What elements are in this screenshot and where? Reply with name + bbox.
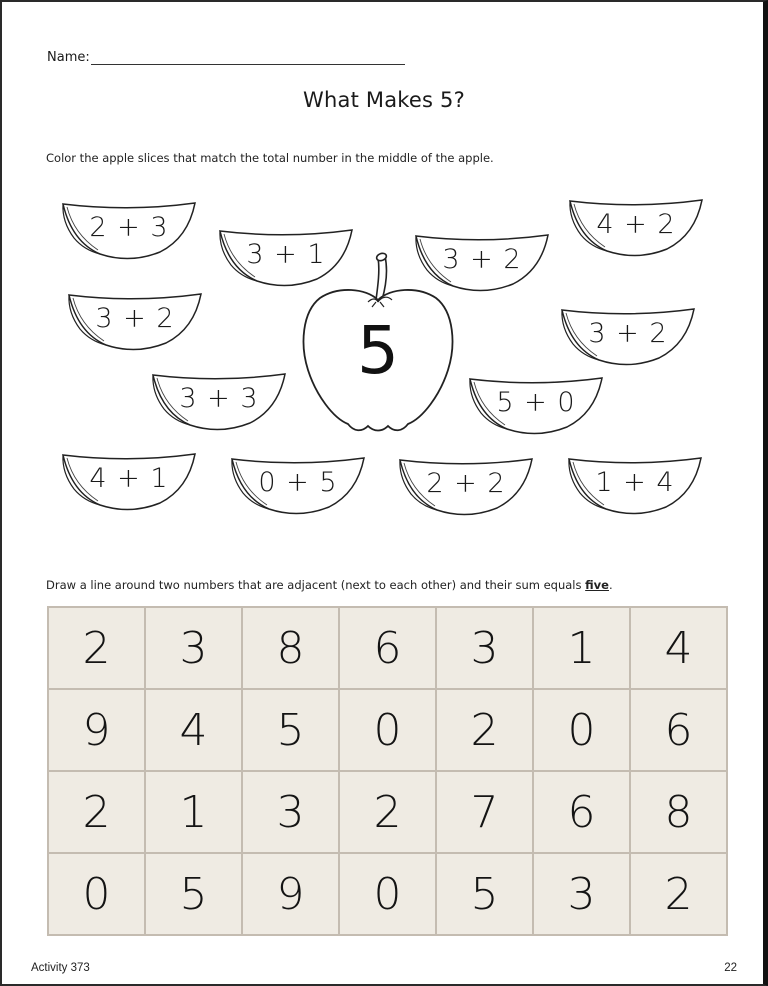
grid-cell[interactable]: 2 — [630, 853, 727, 935]
apple-slice[interactable] — [567, 197, 705, 259]
grid-cell[interactable]: 5 — [242, 689, 339, 771]
grid-cell[interactable]: 9 — [242, 853, 339, 935]
grid-cell[interactable]: 0 — [339, 689, 436, 771]
apple-slice[interactable] — [566, 455, 704, 517]
number-grid — [47, 606, 728, 936]
grid-cell[interactable]: 5 — [436, 853, 533, 935]
slice-expression: 4 + 1 — [89, 463, 169, 494]
grid-cell[interactable]: 5 — [145, 853, 242, 935]
grid-cell[interactable]: 6 — [339, 607, 436, 689]
worksheet-title: What Makes 5? — [303, 88, 465, 112]
grid-row — [48, 771, 727, 853]
grid-cell[interactable]: 8 — [242, 607, 339, 689]
grid-cell[interactable]: 3 — [242, 771, 339, 853]
slice-expression: 0 + 5 — [258, 467, 338, 498]
apple-slice[interactable] — [66, 291, 204, 353]
grid-cell[interactable]: 3 — [533, 853, 630, 935]
slice-expression: 5 + 0 — [496, 387, 576, 418]
grid-cell[interactable]: 4 — [630, 607, 727, 689]
grid-cell[interactable]: 4 — [145, 689, 242, 771]
grid-instruction-text: Draw a line around two numbers that are adjacent (next to each other) and their sum equals — [46, 578, 586, 592]
slice-expression: 3 + 2 — [442, 244, 522, 275]
grid-row — [48, 607, 727, 689]
apple-slice[interactable] — [60, 451, 198, 513]
apple-slice[interactable] — [559, 306, 697, 368]
grid-cell[interactable]: 3 — [436, 607, 533, 689]
apple — [298, 240, 458, 436]
apple-target-number: 5 — [357, 312, 399, 389]
grid-cell[interactable]: 6 — [533, 771, 630, 853]
apple-slice[interactable] — [397, 456, 535, 518]
apple-slice[interactable] — [60, 200, 198, 262]
grid-cell[interactable]: 0 — [48, 853, 145, 935]
slice-expression: 3 + 1 — [246, 239, 326, 270]
apple-slice[interactable] — [229, 455, 367, 517]
slice-expression: 3 + 2 — [95, 303, 175, 334]
apple-slice[interactable] — [150, 371, 288, 433]
slice-expression: 2 + 2 — [426, 468, 506, 499]
grid-row — [48, 689, 727, 771]
page-number: 22 — [724, 962, 737, 974]
grid-row — [48, 853, 727, 935]
grid-instruction-period: . — [608, 578, 613, 592]
grid-cell[interactable]: 1 — [145, 771, 242, 853]
grid-cell[interactable]: 2 — [339, 771, 436, 853]
grid-cell[interactable]: 1 — [533, 607, 630, 689]
activity-label: Activity 373 — [31, 962, 90, 974]
grid-instruction-emphasis: five — [585, 578, 609, 592]
grid-cell[interactable]: 7 — [436, 771, 533, 853]
grid-cell[interactable]: 6 — [630, 689, 727, 771]
grid-cell[interactable]: 9 — [48, 689, 145, 771]
grid-cell[interactable]: 2 — [436, 689, 533, 771]
slice-expression: 3 + 3 — [179, 383, 259, 414]
name-label: Name: — [47, 50, 90, 65]
apple-slice[interactable] — [467, 375, 605, 437]
grid-cell[interactable]: 0 — [533, 689, 630, 771]
grid-cell[interactable]: 3 — [145, 607, 242, 689]
grid-instruction — [46, 578, 613, 592]
name-blank-line[interactable] — [91, 50, 405, 65]
grid-cell[interactable]: 8 — [630, 771, 727, 853]
slice-expression: 1 + 4 — [595, 467, 675, 498]
grid-cell[interactable]: 2 — [48, 607, 145, 689]
name-field-row — [47, 50, 405, 65]
slice-expression: 3 + 2 — [588, 318, 668, 349]
grid-cell[interactable]: 0 — [339, 853, 436, 935]
slice-expression: 4 + 2 — [596, 209, 676, 240]
grid-cell[interactable]: 2 — [48, 771, 145, 853]
slice-expression: 2 + 3 — [89, 212, 169, 243]
apple-instruction: Color the apple slices that match the total number in the middle of the apple. — [46, 151, 494, 165]
